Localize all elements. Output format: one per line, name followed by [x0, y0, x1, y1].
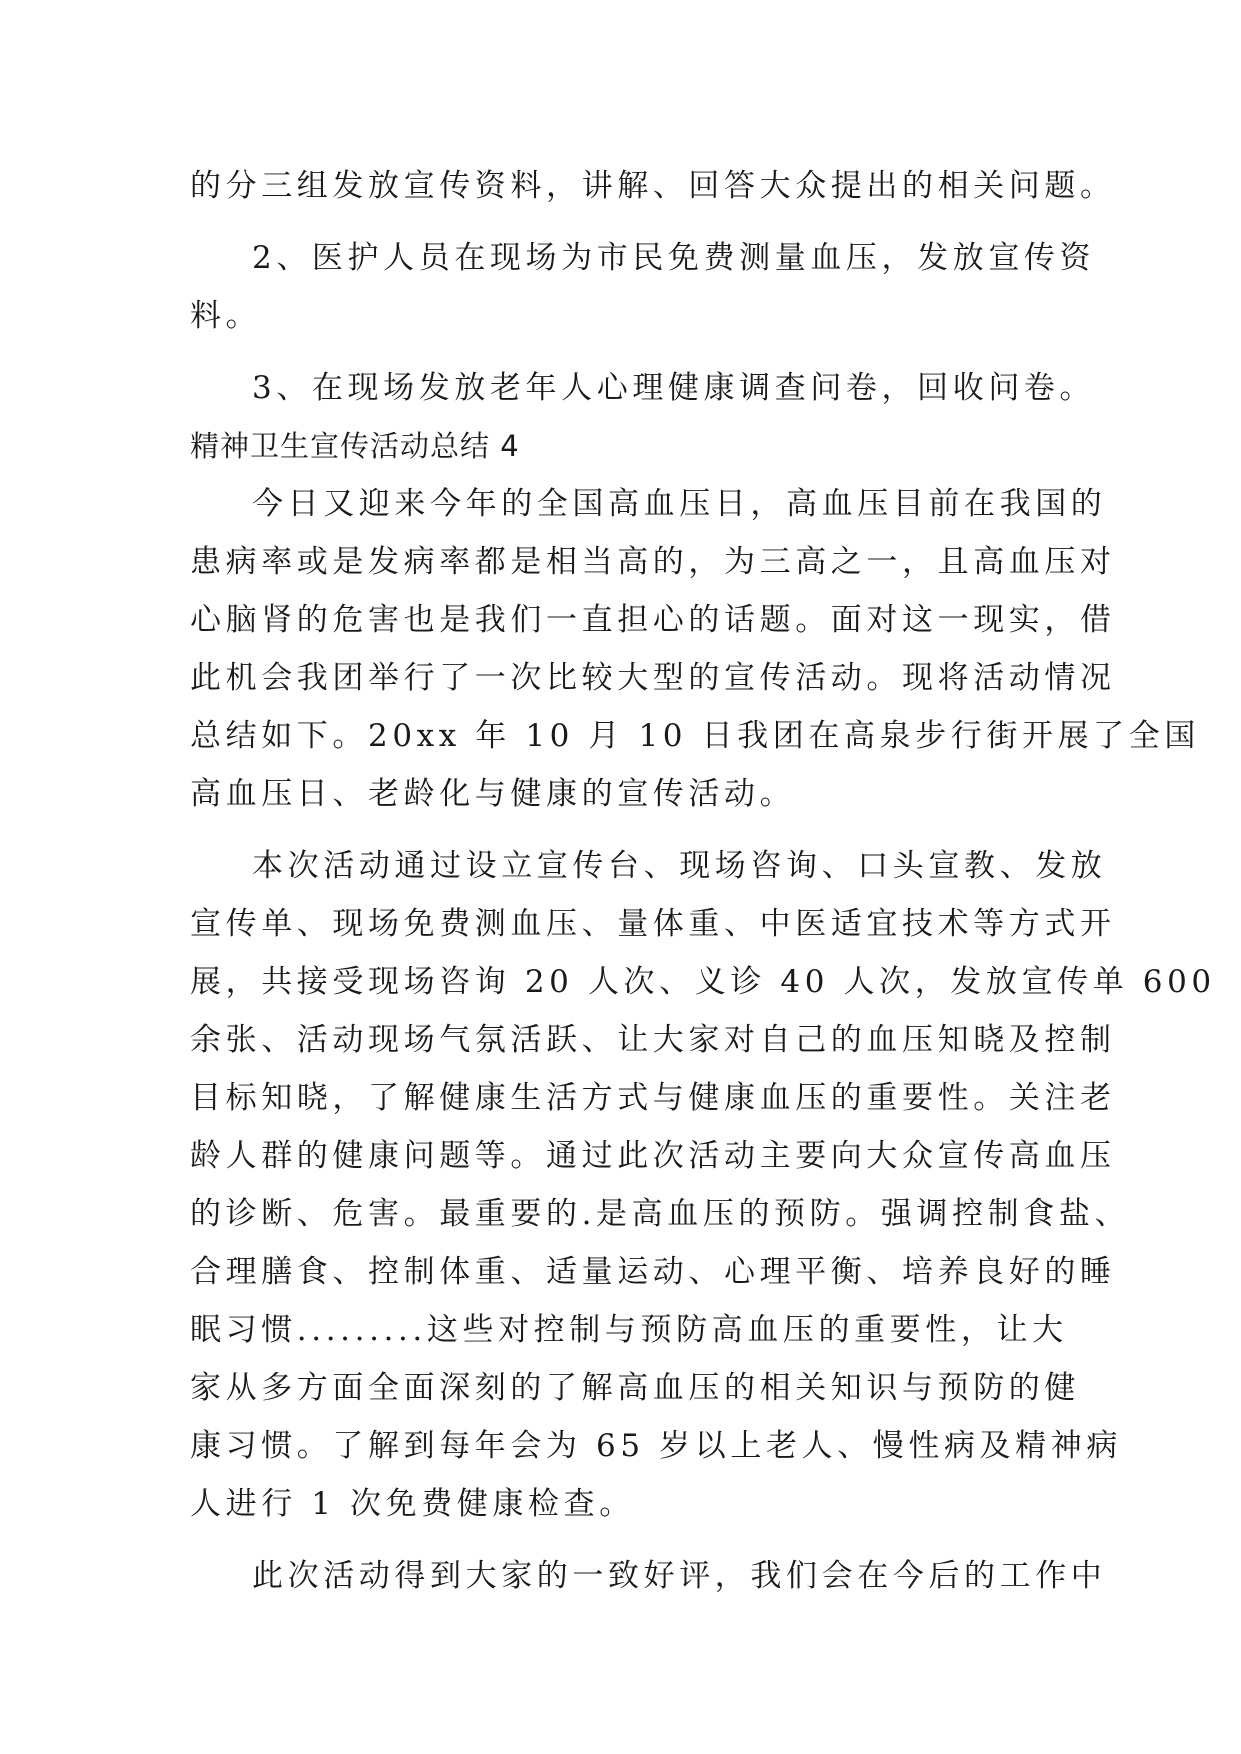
text-line: 高血压日、老龄化与健康的宣传活动。 [190, 776, 796, 812]
paragraph-6 [190, 837, 1216, 1533]
document-body [190, 157, 1216, 1605]
paragraph-3 [190, 359, 1096, 417]
text-line: 人进行 1 次免费健康检查。 [190, 1486, 635, 1522]
text-line: 此次活动得到大家的一致好评，我们会在今后的工作中 [252, 1558, 1107, 1594]
text-line: 家从多方面全面深刻的了解高血压的相关知识与预防的健 [190, 1370, 1080, 1406]
paragraph-1 [190, 157, 1116, 215]
text-line: 展，共接受现场咨询 20 人次、义诊 40 人次，发放宣传单 600 [190, 964, 1216, 1000]
text-line: 本次活动通过设立宣传台、现场咨询、口头宣教、发放 [252, 848, 1107, 884]
text-line: 患病率或是发病率都是相当高的，为三高之一，且高血压对 [190, 544, 1116, 580]
text-line: 的诊断、危害。最重要的.是高血压的预防。强调控制食盐、 [190, 1196, 1131, 1232]
text-line: 康习惯。了解到每年会为 65 岁以上老人、慢性病及精神病 [190, 1428, 1122, 1464]
text-line: 目标知晓，了解健康生活方式与健康血压的重要性。关注老 [190, 1080, 1116, 1116]
text-line: 心脑肾的危害也是我们一直担心的话题。面对这一现实，借 [190, 602, 1116, 638]
text-line: 龄人群的健康问题等。通过此次活动主要向大众宣传高血压 [190, 1138, 1116, 1174]
paragraph-2 [190, 229, 1096, 345]
section-heading [190, 417, 1050, 475]
paragraph-7 [190, 1547, 1107, 1605]
text-line: 眠习惯.........这些对控制与预防高血压的重要性，让大 [190, 1312, 1068, 1348]
text-line: 此机会我团举行了一次比较大型的宣传活动。现将活动情况 [190, 660, 1116, 696]
heading-text: 精神卫生宣传活动总结 4 [190, 429, 520, 463]
text-line: 余张、活动现场气氛活跃、让大家对自己的血压知晓及控制 [190, 1022, 1116, 1058]
text-line: 今日又迎来今年的全国高血压日，高血压目前在我国的 [252, 486, 1107, 522]
text-line: 料。 [190, 298, 262, 334]
paragraph-5 [190, 475, 1200, 823]
text-line: 3、在现场发放老年人心理健康调查问卷，回收问卷。 [252, 370, 1096, 406]
text-line: 总结如下。20xx 年 10 月 10 日我团在高泉步行街开展了全国 [190, 718, 1200, 754]
text-line: 的分三组发放宣传资料，讲解、回答大众提出的相关问题。 [190, 168, 1116, 204]
text-line: 合理膳食、控制体重、适量运动、心理平衡、培养良好的睡 [190, 1254, 1116, 1290]
text-line: 宣传单、现场免费测血压、量体重、中医适宜技术等方式开 [190, 906, 1116, 942]
text-line: 2、医护人员在现场为市民免费测量血压，发放宣传资 [252, 240, 1096, 276]
